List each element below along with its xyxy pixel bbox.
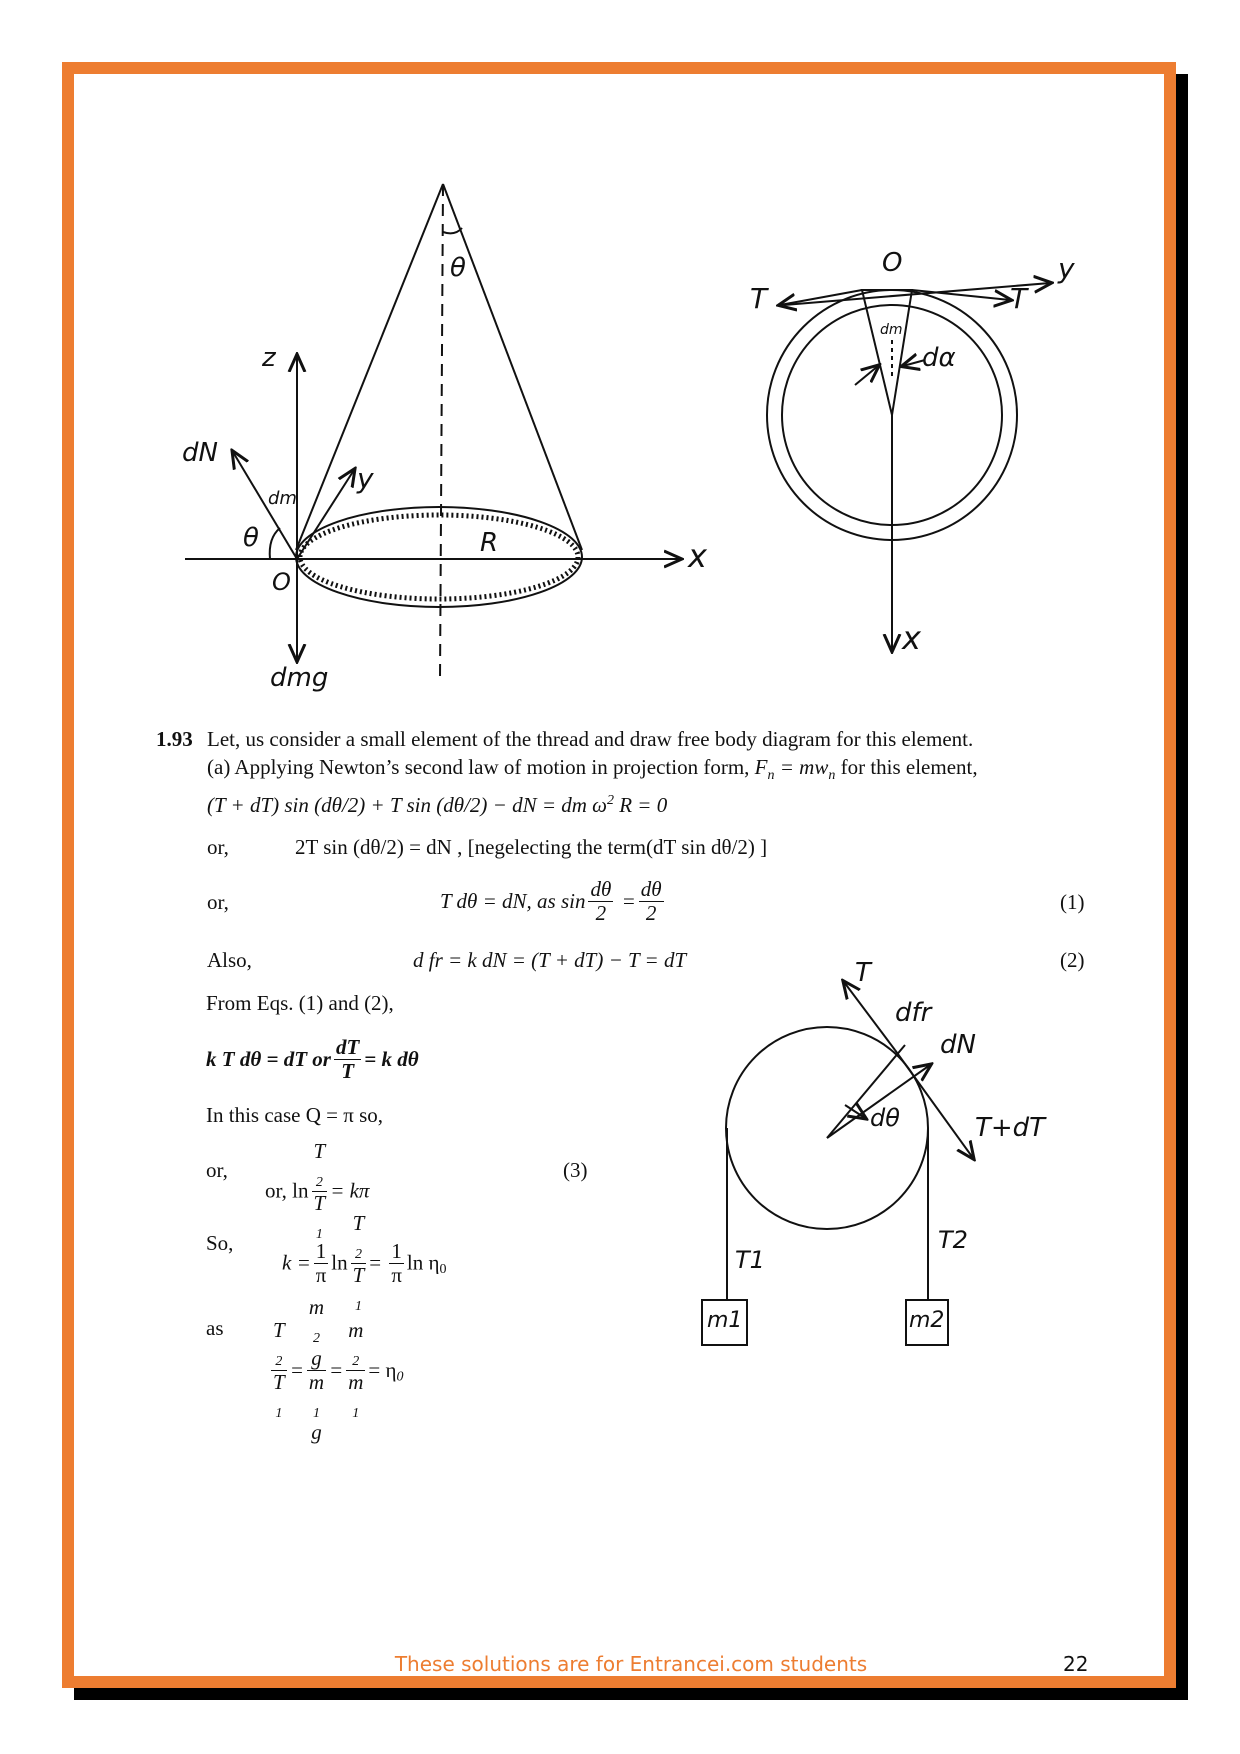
so-T1: T xyxy=(352,1262,365,1287)
ring-diagram xyxy=(767,283,1050,650)
eq2-tag: (2) xyxy=(1060,948,1085,972)
or2-label: or, xyxy=(207,890,229,914)
part-a-sub: n xyxy=(767,768,775,784)
also-equation: d fr = k dN = (T + dT) − T = dT xyxy=(413,948,687,972)
or1-label: or, xyxy=(207,835,229,859)
as-m1b: m xyxy=(348,1369,364,1394)
as-g1: g xyxy=(311,1420,322,1445)
cone-label-R: R xyxy=(480,528,499,558)
or3-body: or, ln xyxy=(265,1178,309,1203)
as-sub2: 2 xyxy=(275,1354,283,1370)
so-eq: = xyxy=(369,1250,387,1275)
intro-text: Let, us consider a small element of the thread and draw free body diagram for this element. xyxy=(207,727,974,751)
or2-equation: T dθ = dN, as sin $\frac{d\theta}{2}$ = $\frac{d\theta}{2}$ xyxy=(440,877,662,926)
part-a-F: F xyxy=(754,755,768,779)
as-eta-sub: 0 xyxy=(396,1369,404,1385)
ktd-body: k T dθ = dT or xyxy=(206,1047,331,1072)
part-a-prefix: (a) Applying Newton’s second law of motion in projection form, xyxy=(207,755,750,779)
pulley-label-dtheta: dθ xyxy=(870,1104,900,1132)
pulley-label-T: T xyxy=(855,958,871,988)
part-a-sub2: n xyxy=(828,768,836,784)
or3-T2: T xyxy=(313,1139,326,1163)
or2-eq-body: T dθ = dN, as sin xyxy=(440,889,586,914)
so-ln: ln xyxy=(331,1250,348,1275)
main-eq-sup: 2 xyxy=(606,793,614,808)
as-eta: = η xyxy=(368,1357,397,1382)
so-pi: π xyxy=(315,1262,327,1287)
as-T2: T xyxy=(273,1318,285,1343)
or3-sub1: 1 xyxy=(315,1226,323,1242)
part-a-mw: = mw xyxy=(774,755,829,779)
or2-frac-num: dθ xyxy=(590,877,612,901)
pulley-label-T2: T2 xyxy=(938,1226,968,1254)
so-one2: 1 xyxy=(391,1238,402,1263)
ktd-den: T xyxy=(341,1059,355,1084)
ring-label-x: x xyxy=(902,619,921,657)
or2-frac-den: 2 xyxy=(595,901,607,926)
as-label: as xyxy=(206,1316,224,1340)
page-number: 22 xyxy=(1063,1652,1089,1676)
as-m2b-sub: 2 xyxy=(352,1354,360,1370)
eq1-tag: (1) xyxy=(1060,890,1085,914)
as-m1: m xyxy=(308,1369,325,1394)
ring-label-T-right: T xyxy=(1010,282,1028,315)
ring-label-dalpha: dα xyxy=(922,343,956,373)
pulley-label-T1: T1 xyxy=(735,1246,765,1274)
ring-label-O: O xyxy=(882,248,903,278)
so-pi2: π xyxy=(391,1262,402,1287)
cone-label-dN: dN xyxy=(182,438,218,468)
as-m2: m xyxy=(308,1295,325,1319)
cone-label-O: O xyxy=(272,568,291,596)
as-T1: T xyxy=(273,1369,285,1394)
pulley-label-dfr: dfr xyxy=(895,998,932,1028)
ring-label-dm: dm xyxy=(880,322,903,338)
case-text: In this case Q = π so, xyxy=(206,1103,384,1127)
pulley-label-m1: m1 xyxy=(707,1308,743,1333)
also-label: Also, xyxy=(207,948,252,972)
problem-number: 1.93 xyxy=(156,727,193,751)
cone-diagram xyxy=(185,184,680,680)
from-eqs-text: From Eqs. (1) and (2), xyxy=(206,991,394,1015)
pulley-label-TdT: T+dT xyxy=(975,1113,1046,1143)
or1-equation: 2T sin (dθ/2) = dN , [negelecting the term(dT sin dθ/2) ] xyxy=(295,835,768,859)
ktd-num: dT xyxy=(335,1035,360,1059)
or2-frac2-den: 2 xyxy=(645,901,657,926)
ring-label-T-left: T xyxy=(750,282,768,315)
or2-frac2-num: dθ xyxy=(640,877,662,901)
so-sub1: 1 xyxy=(354,1298,362,1314)
main-eq-body: (T + dT) sin (dθ/2) + T sin (dθ/2) − dN = dm ω xyxy=(207,793,607,817)
cone-label-theta-angle: θ xyxy=(243,523,259,553)
or3-T1: T xyxy=(313,1190,326,1215)
ktd-equation xyxy=(206,1036,419,1083)
eq3-tag: (3) xyxy=(563,1158,588,1182)
or3-sub2: 2 xyxy=(315,1175,323,1191)
so-label: So, xyxy=(206,1231,234,1255)
as-m2b: m xyxy=(348,1318,364,1343)
main-equation xyxy=(207,794,667,816)
or3-end: = kπ xyxy=(330,1178,370,1203)
cone-label-dm: dm xyxy=(268,488,297,509)
as-m1-sub: 1 xyxy=(312,1406,320,1422)
pulley-diagram xyxy=(702,982,973,1345)
so-sub2: 2 xyxy=(354,1247,362,1263)
as-m1b-sub: 1 xyxy=(352,1406,360,1422)
as-equation: T $_2$ T $_1$ = m $_2$ g m $_1$ g = m $_2$ m $_1$ = $\eta_0$ xyxy=(273,1295,404,1445)
cone-label-dmg: dmg xyxy=(270,663,329,693)
as-m2-sub: 2 xyxy=(312,1331,320,1347)
pulley-label-dN: dN xyxy=(940,1030,976,1060)
cone-label-y: y xyxy=(357,462,374,495)
so-k: k = xyxy=(282,1250,311,1275)
cone-label-theta: θ xyxy=(450,253,466,283)
pulley-label-m2: m2 xyxy=(909,1308,945,1333)
cone-label-z: z xyxy=(262,343,276,373)
so-eta-sub: 0 xyxy=(439,1262,447,1278)
so-T2: T xyxy=(352,1211,365,1235)
ring-label-y: y xyxy=(1058,252,1075,285)
cone-label-x: x xyxy=(688,537,707,575)
part-a-suffix: for this element, xyxy=(835,755,978,779)
so-one: 1 xyxy=(315,1238,327,1263)
or3-label: or, xyxy=(206,1158,228,1182)
part-a-text xyxy=(207,757,978,783)
as-sub1: 1 xyxy=(275,1406,283,1422)
main-eq-end: R = 0 xyxy=(613,793,668,817)
so-eta: ln η xyxy=(406,1250,440,1275)
ktd-end: = k dθ xyxy=(364,1047,419,1072)
as-g2: g xyxy=(311,1345,322,1370)
footer-text: These solutions are for Entrancei.com students xyxy=(394,1652,868,1676)
